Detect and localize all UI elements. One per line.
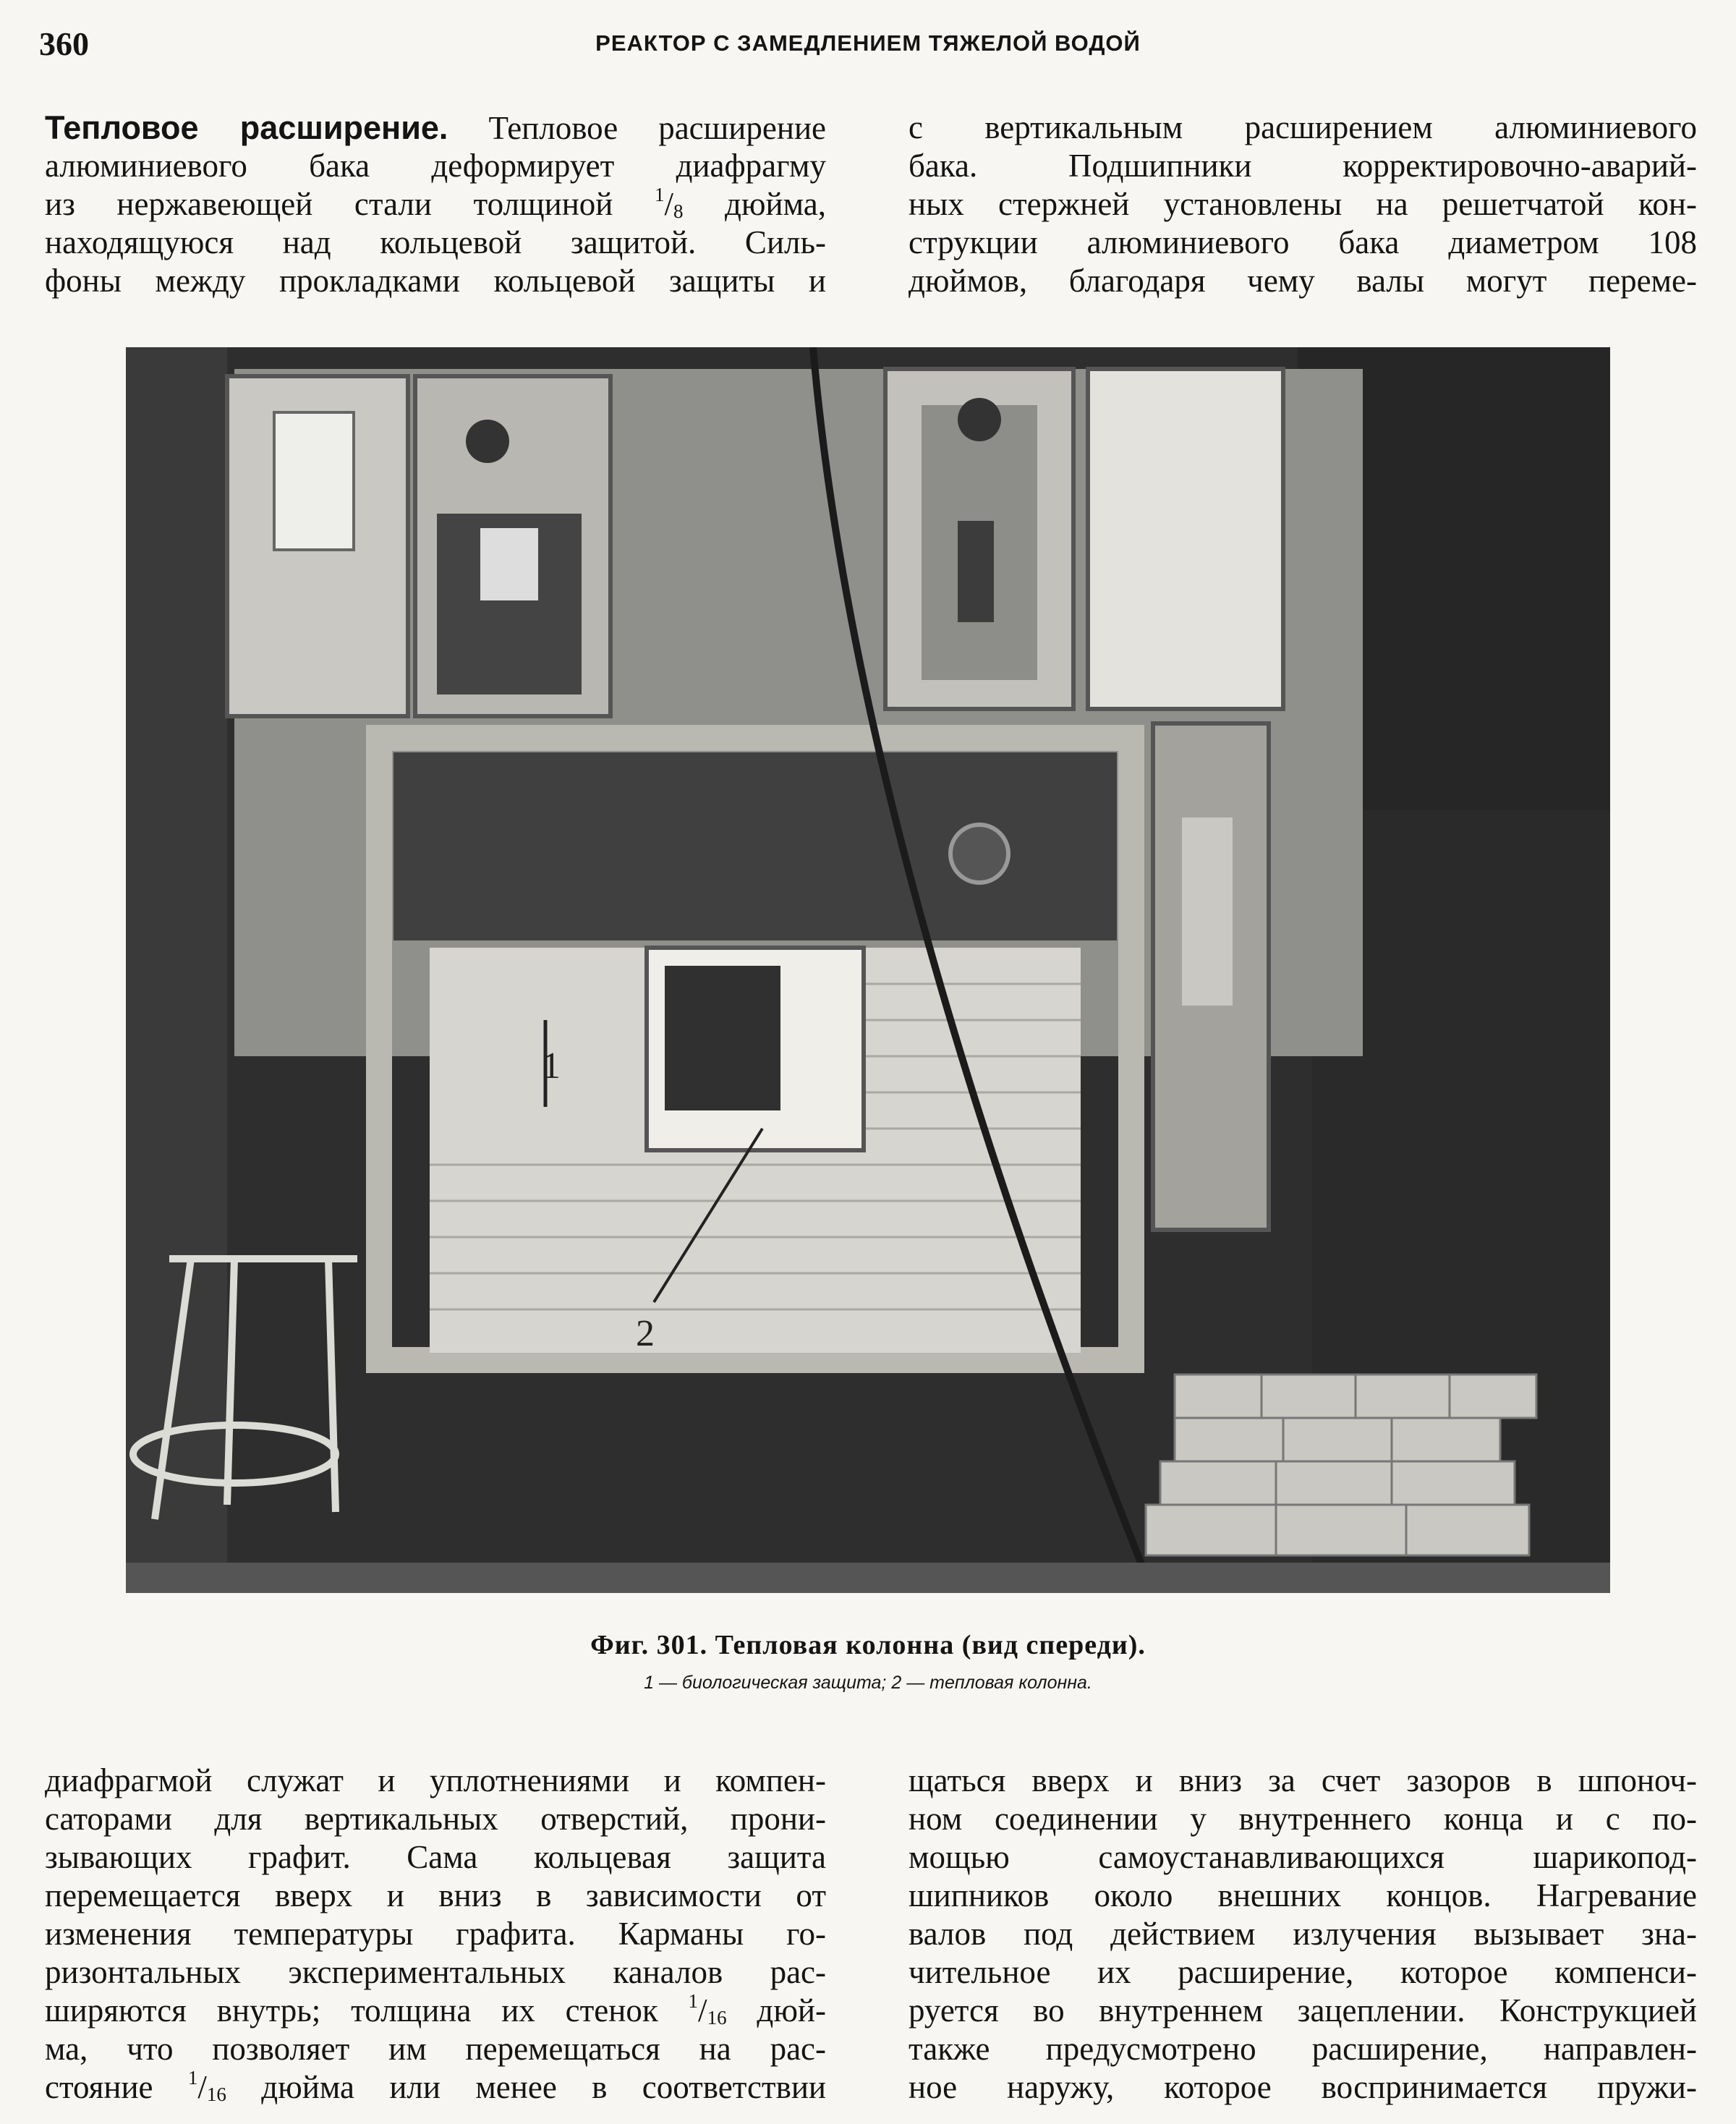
legend-number: 1 xyxy=(644,1673,655,1693)
bottom-left-column xyxy=(45,1762,826,2107)
top-left-column xyxy=(45,109,826,300)
text-line: шипников около внешних концов. Нагревание xyxy=(909,1877,1697,1913)
page-number: 360 xyxy=(39,25,89,62)
text-fragment: дюйма или менее в соответствии xyxy=(261,2069,827,2105)
text-line: руется во внутреннем зацеплении. Конструкцией xyxy=(909,1992,1697,2029)
running-title: РЕАКТОР С ЗАМЕДЛЕНИЕМ ТЯЖЕЛОЙ ВОДОЙ xyxy=(595,30,1141,56)
legend-number: 2 xyxy=(891,1673,902,1693)
text-line: ное наружу, которое воспринимается пружи- xyxy=(909,2069,1697,2105)
text-line: чительное их расширение, которое компенси- xyxy=(909,1954,1697,1990)
top-right-column xyxy=(909,109,1697,300)
figure-photo xyxy=(126,347,1610,1593)
text-fragment: дюй- xyxy=(757,1992,827,2029)
legend-text: — биологическая защита; xyxy=(658,1673,887,1693)
bottom-right-column xyxy=(909,1762,1697,2107)
text-line: перемещается вверх и вниз в зависимости от xyxy=(45,1877,826,1913)
fraction-numerator: 1 xyxy=(187,2067,198,2089)
text-line: изменения температуры графита. Карманы го- xyxy=(45,1916,826,1952)
text-line: мощью самоустанавливающихся шарикопод- xyxy=(909,1839,1697,1875)
text-fragment: из нержавеющей стали толщиной xyxy=(45,186,613,222)
text-line: валов под действием излучения вызывает зна- xyxy=(909,1916,1697,1952)
text-fragment: ширяются внутрь; толщина их стенок xyxy=(45,1992,658,2029)
text-line: струкции алюминиевого бака диаметром 108 xyxy=(909,224,1697,260)
photo-label-2: 2 xyxy=(636,1313,655,1354)
text-line: дюймов, благодаря чему валы могут переме- xyxy=(909,263,1697,299)
fraction-numerator: 1 xyxy=(654,184,665,206)
figure-caption: Фиг. 301. Тепловая колонна (вид спереди). xyxy=(590,1630,1146,1660)
text-line: диафрагмой служат и уплотнениями и компен- xyxy=(45,1762,826,1798)
text-line: бака. Подшипники корректировочно-аварий- xyxy=(909,148,1697,184)
section-heading: Тепловое расширение. xyxy=(45,109,448,146)
photo-label-1: 1 xyxy=(542,1045,561,1087)
fraction-denominator: 16 xyxy=(707,2007,727,2029)
text-line: ных стержней установлены на решетчатой кон- xyxy=(909,186,1697,222)
text-line: саторами для вертикальных отверстий, прони- xyxy=(45,1801,826,1837)
text-line: также предусмотрено расширение, направлен- xyxy=(909,2031,1697,2067)
text-fragment: дюйма, xyxy=(725,186,827,222)
text-line xyxy=(45,2068,826,2107)
fraction: $^1/_{16}$ xyxy=(187,2067,226,2106)
text-fragment: Тепловое расширение xyxy=(488,110,827,146)
text-line: зывающих графит. Сама кольцевая защита xyxy=(45,1839,826,1875)
fraction-denominator: 16 xyxy=(206,2083,226,2106)
text-line: ном соединении у внутреннего конца и с по- xyxy=(909,1801,1697,1837)
text-fragment: стояние xyxy=(45,2069,153,2105)
text-line: алюминиевого бака деформирует диафрагму xyxy=(45,148,826,184)
text-line xyxy=(45,1992,826,2030)
legend-text: — тепловая колонна. xyxy=(906,1673,1092,1693)
text-line xyxy=(45,185,826,224)
figure-legend xyxy=(434,1673,1302,1694)
text-line: находящуюся над кольцевой защитой. Силь- xyxy=(45,224,826,260)
text-line: ма, что позволяет им перемещаться на рас- xyxy=(45,2031,826,2067)
text-line: ризонтальных экспериментальных каналов рас- xyxy=(45,1954,826,1990)
fraction: $^1/_8$ xyxy=(654,184,684,223)
text-line xyxy=(45,109,826,147)
fraction-numerator: 1 xyxy=(688,1990,699,2013)
text-line: щаться вверх и вниз за счет зазоров в шпоноч- xyxy=(909,1762,1697,1798)
text-line: фоны между прокладками кольцевой защиты и xyxy=(45,263,826,299)
fraction: $^1/_{16}$ xyxy=(688,1990,727,2029)
fraction-denominator: 8 xyxy=(673,200,684,223)
text-line: с вертикальным расширением алюминиевого xyxy=(909,109,1697,145)
thermal-column-photo xyxy=(126,347,1610,1593)
